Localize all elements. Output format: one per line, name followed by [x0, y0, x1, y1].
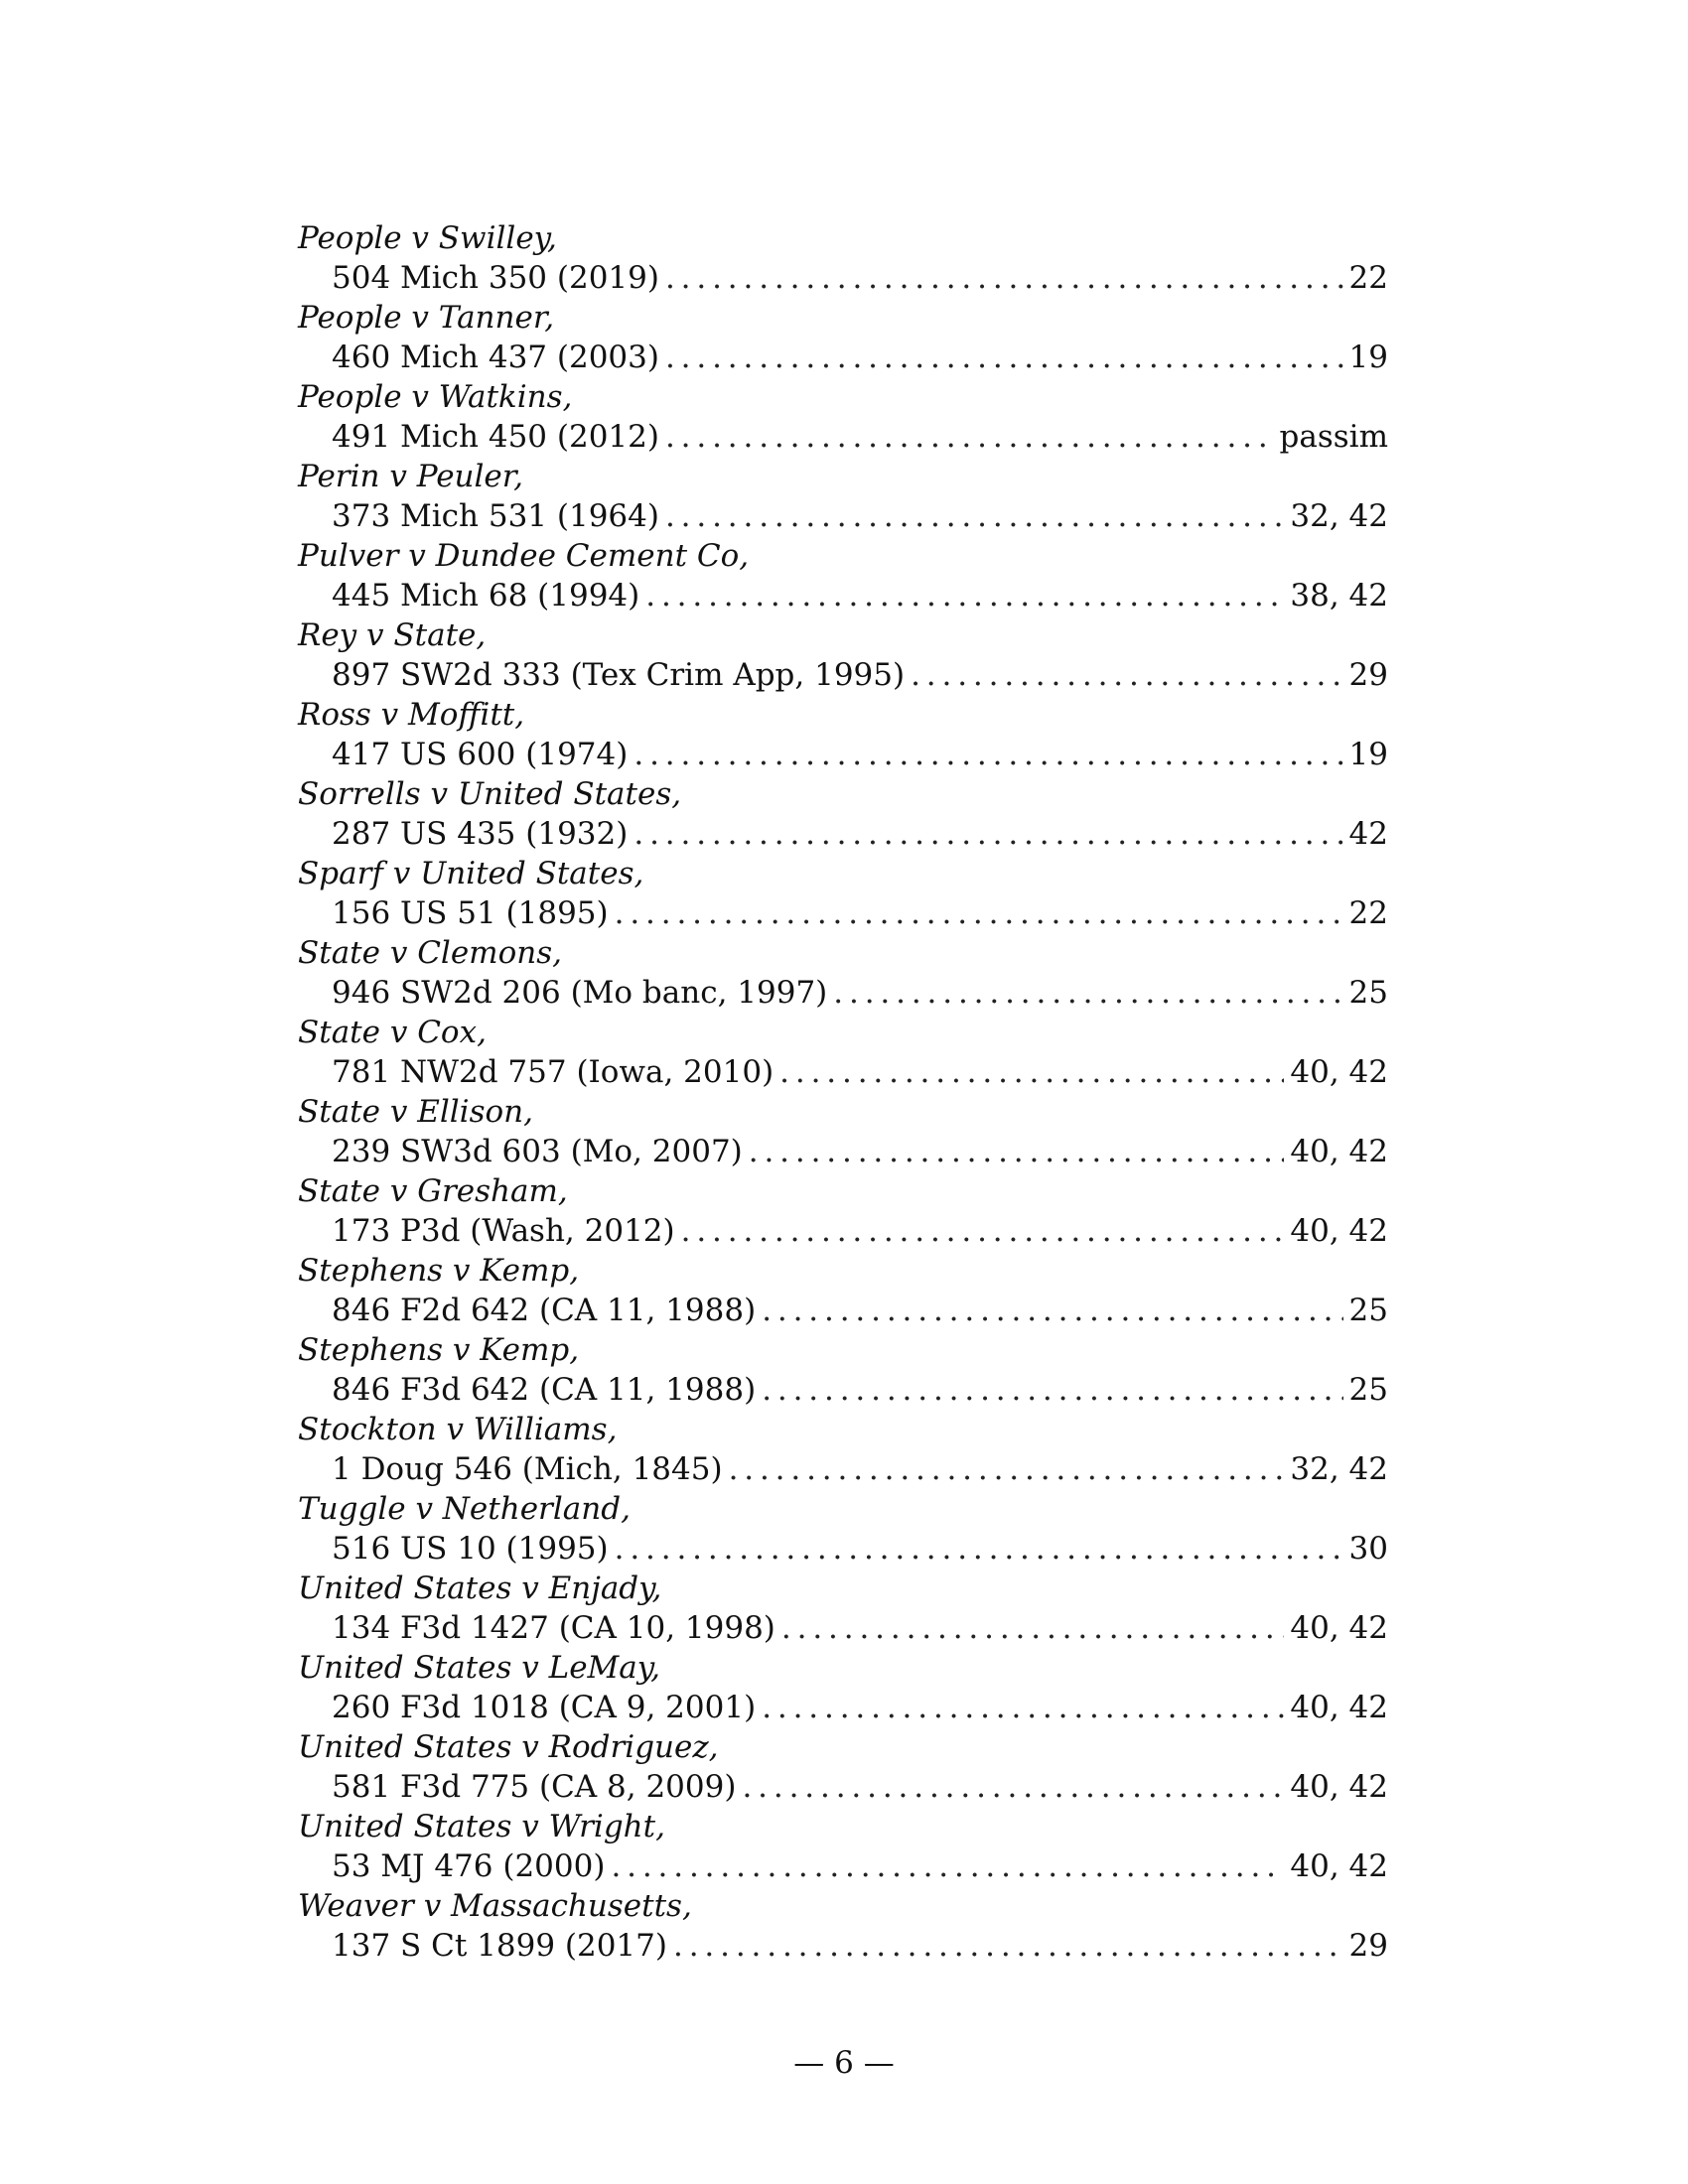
citation-line	[298, 1370, 1388, 1410]
case-name: State v Gresham,	[298, 1173, 568, 1209]
case-name: Ross v Moffitt,	[298, 697, 525, 733]
citation: 53 MJ 476 (2000)	[332, 1848, 606, 1884]
authority-entry	[298, 615, 1388, 695]
case-name: Stephens v Kemp,	[298, 1332, 580, 1368]
citation-line	[298, 1132, 1388, 1171]
dot-leader	[781, 1608, 1284, 1648]
authority-entry	[298, 1807, 1388, 1886]
case-name: People v Tanner,	[298, 300, 555, 336]
citation: 445 Mich 68 (1994)	[332, 578, 640, 614]
case-name: United States v LeMay,	[298, 1650, 661, 1686]
dot-leader	[742, 1767, 1284, 1807]
authority-entry	[298, 1727, 1388, 1807]
dot-leader	[779, 1052, 1284, 1092]
authority-entry	[298, 1171, 1388, 1251]
citation: 581 F3d 775 (CA 8, 2009)	[332, 1769, 737, 1805]
citation: 239 SW3d 603 (Mo, 2007)	[332, 1134, 743, 1169]
authority-entry	[298, 1092, 1388, 1171]
case-name: Rey v State,	[298, 617, 487, 653]
authority-entry	[298, 1410, 1388, 1489]
page-references: 19	[1348, 737, 1388, 772]
page-references: 40, 42	[1290, 1769, 1388, 1805]
dot-leader	[611, 1846, 1284, 1886]
citation: 134 F3d 1427 (CA 10, 1998)	[332, 1610, 775, 1646]
dot-leader	[645, 576, 1284, 615]
dot-leader	[615, 1529, 1343, 1569]
authority-entry	[298, 1330, 1388, 1410]
citation: 491 Mich 450 (2012)	[332, 419, 659, 455]
citation: 260 F3d 1018 (CA 9, 2001)	[332, 1690, 757, 1725]
page-references: 32, 42	[1290, 1451, 1388, 1487]
citation: 504 Mich 350 (2019)	[332, 260, 659, 296]
case-name: People v Watkins,	[298, 379, 573, 415]
citation-line	[298, 655, 1388, 695]
dot-leader	[749, 1132, 1285, 1171]
authority-entry	[298, 933, 1388, 1013]
case-name: State v Cox,	[298, 1015, 487, 1050]
citation-line	[298, 258, 1388, 298]
page-references: 29	[1348, 657, 1388, 693]
dot-leader	[633, 814, 1342, 854]
page-references: 25	[1348, 1372, 1388, 1408]
authority-entry	[298, 774, 1388, 854]
authority-entry	[298, 1489, 1388, 1569]
page-references: 22	[1348, 895, 1388, 931]
citation-line	[298, 893, 1388, 933]
page-references: passim	[1279, 419, 1388, 455]
authority-entry	[298, 457, 1388, 536]
case-name: United States v Enjady,	[298, 1570, 662, 1606]
citation-line	[298, 814, 1388, 854]
authority-entry	[298, 1886, 1388, 1966]
page-number: — 6 —	[793, 2045, 895, 2081]
citation: 460 Mich 437 (2003)	[332, 340, 659, 375]
authority-entry	[298, 377, 1388, 457]
citation-line	[298, 1052, 1388, 1092]
page-references: 30	[1348, 1531, 1388, 1567]
citation-line	[298, 1926, 1388, 1966]
page-references: 40, 42	[1290, 1054, 1388, 1090]
case-name: United States v Rodriguez,	[298, 1729, 719, 1765]
table-of-authorities	[298, 218, 1388, 1966]
case-name: Perin v Peuler,	[298, 459, 524, 494]
citation-line	[298, 1846, 1388, 1886]
page-references: 40, 42	[1290, 1134, 1388, 1169]
citation-line	[298, 417, 1388, 457]
citation-line	[298, 1608, 1388, 1648]
authority-entry	[298, 854, 1388, 933]
citation-line	[298, 1291, 1388, 1330]
dot-leader	[665, 258, 1343, 298]
page-references: 19	[1348, 340, 1388, 375]
case-name: State v Ellison,	[298, 1094, 533, 1130]
case-name: State v Clemons,	[298, 935, 562, 971]
citation: 516 US 10 (1995)	[332, 1531, 609, 1567]
page-references: 42	[1348, 816, 1388, 852]
authority-entry	[298, 298, 1388, 377]
citation-line	[298, 1449, 1388, 1489]
citation: 781 NW2d 757 (Iowa, 2010)	[332, 1054, 774, 1090]
citation: 946 SW2d 206 (Mo banc, 1997)	[332, 975, 828, 1011]
dot-leader	[665, 496, 1284, 536]
citation-line	[298, 735, 1388, 774]
citation: 373 Mich 531 (1964)	[332, 498, 659, 534]
case-name: United States v Wright,	[298, 1809, 665, 1844]
authority-entry	[298, 1251, 1388, 1330]
citation: 846 F2d 642 (CA 11, 1988)	[332, 1293, 757, 1328]
page-references: 40, 42	[1290, 1848, 1388, 1884]
page-references: 32, 42	[1290, 498, 1388, 534]
citation-line	[298, 576, 1388, 615]
citation-line	[298, 1767, 1388, 1807]
page-references: 22	[1348, 260, 1388, 296]
page-references: 40, 42	[1290, 1213, 1388, 1249]
citation: 173 P3d (Wash, 2012)	[332, 1213, 675, 1249]
authority-entry	[298, 1569, 1388, 1648]
dot-leader	[665, 417, 1274, 457]
page-references: 25	[1348, 1293, 1388, 1328]
citation-line	[298, 1529, 1388, 1569]
dot-leader	[681, 1211, 1285, 1251]
dot-leader	[911, 655, 1342, 695]
authority-entry	[298, 1013, 1388, 1092]
page-references: 40, 42	[1290, 1610, 1388, 1646]
case-name: Sparf v United States,	[298, 856, 644, 891]
case-name: Weaver v Massachusetts,	[298, 1888, 692, 1924]
authority-entry	[298, 218, 1388, 298]
dot-leader	[762, 1291, 1342, 1330]
dot-leader	[833, 973, 1342, 1013]
authority-entry	[298, 695, 1388, 774]
page-references: 29	[1348, 1928, 1388, 1964]
case-name: Stephens v Kemp,	[298, 1253, 580, 1289]
citation-line	[298, 338, 1388, 377]
case-name: Tuggle v Netherland,	[298, 1491, 631, 1527]
citation-line	[298, 973, 1388, 1013]
authority-entry	[298, 536, 1388, 615]
page-references: 38, 42	[1290, 578, 1388, 614]
dot-leader	[673, 1926, 1343, 1966]
citation: 1 Doug 546 (Mich, 1845)	[332, 1451, 723, 1487]
citation-line	[298, 1688, 1388, 1727]
case-name: People v Swilley,	[298, 220, 557, 256]
dot-leader	[615, 893, 1343, 933]
citation: 156 US 51 (1895)	[332, 895, 609, 931]
authority-entry	[298, 1648, 1388, 1727]
dot-leader	[762, 1370, 1342, 1410]
page-references: 40, 42	[1290, 1690, 1388, 1725]
dot-leader	[665, 338, 1343, 377]
citation: 846 F3d 642 (CA 11, 1988)	[332, 1372, 757, 1408]
dot-leader	[633, 735, 1342, 774]
citation: 897 SW2d 333 (Tex Crim App, 1995)	[332, 657, 906, 693]
case-name: Stockton v Williams,	[298, 1412, 618, 1447]
case-name: Pulver v Dundee Cement Co,	[298, 538, 750, 574]
citation: 137 S Ct 1899 (2017)	[332, 1928, 667, 1964]
case-name: Sorrells v United States,	[298, 776, 682, 812]
citation: 287 US 435 (1932)	[332, 816, 629, 852]
citation-line	[298, 1211, 1388, 1251]
dot-leader	[729, 1449, 1285, 1489]
page-references: 25	[1348, 975, 1388, 1011]
citation-line	[298, 496, 1388, 536]
dot-leader	[762, 1688, 1284, 1727]
citation: 417 US 600 (1974)	[332, 737, 629, 772]
